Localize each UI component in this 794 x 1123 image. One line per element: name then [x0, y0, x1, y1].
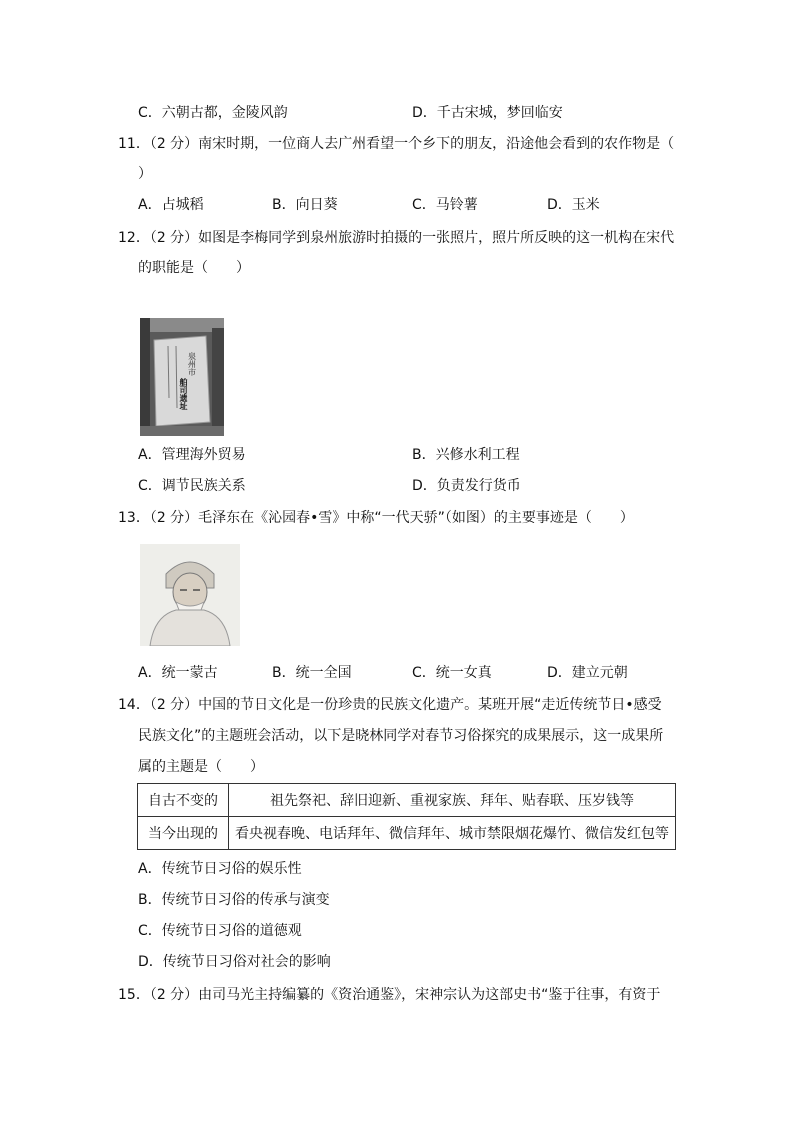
q14-option-c: C．传统节日习俗的道德观 — [138, 923, 302, 939]
q11-option-d: D．玉米 — [547, 197, 600, 213]
table-cell-content: 祖先祭祀、辞旧迎新、重视家族、拜年、贴春联、压岁钱等 — [229, 784, 676, 817]
q12-option-c: C．调节民族关系 — [138, 478, 246, 494]
stele-photo — [140, 318, 224, 436]
q13-option-c: C．统一女真 — [412, 665, 492, 681]
q11-option-c: C．马铃薯 — [412, 197, 478, 213]
q14-option-a: A．传统节日习俗的娱乐性 — [138, 861, 302, 877]
q14-stem-cont-2: 属的主题是（ ） — [138, 759, 264, 775]
table-cell-label: 当今出现的 — [138, 817, 229, 850]
q13-option-d: D．建立元朝 — [547, 665, 628, 681]
stele-text-2: 舶司遗址 — [179, 378, 189, 410]
q13-option-a: A．统一蒙古 — [138, 665, 218, 681]
q13-option-b: B．统一全国 — [272, 665, 352, 681]
q14-stem: 14．（2 分）中国的节日文化是一份珍贵的民族文化遗产。某班开展“走近传统节日•感受 — [118, 697, 662, 713]
customs-table — [137, 783, 676, 850]
q12-option-d: D．负责发行货币 — [412, 478, 521, 494]
q11-option-b: B．向日葵 — [272, 197, 338, 213]
q10-option-c: C．六朝古都，金陵风韵 — [138, 105, 288, 121]
q12-stem-cont: 的职能是（ ） — [138, 260, 250, 276]
q11-option-a: A．占城稻 — [138, 197, 204, 213]
table-row — [138, 817, 676, 850]
stele-text-1: 泉州市 — [187, 352, 197, 376]
q11-stem-cont: ） — [138, 166, 152, 182]
q13-stem: 13．（2 分）毛泽东在《沁园春•雪》中称“一代天骄”（如图）的主要事迹是（ ） — [118, 510, 634, 526]
q11-stem: 11．（2 分）南宋时期，一位商人去广州看望一个乡下的朋友，沿途他会看到的农作物是（ — [118, 136, 675, 152]
table-cell-label: 自古不变的 — [138, 784, 229, 817]
q14-stem-cont: 民族文化”的主题班会活动，以下是晓林同学对春节习俗探究的成果展示，这一成果所 — [138, 728, 664, 744]
q14-option-d: D．传统节日习俗对社会的影响 — [138, 954, 331, 970]
table-cell-content: 看央视春晚、电话拜年、微信拜年、城市禁限烟花爆竹、微信发红包等 — [229, 817, 676, 850]
table-row — [138, 784, 676, 817]
q12-option-a: A．管理海外贸易 — [138, 447, 246, 463]
q12-option-b: B．兴修水利工程 — [412, 447, 520, 463]
q10-option-d: D．千古宋城，梦回临安 — [412, 105, 563, 121]
q15-stem: 15．（2 分）由司马光主持编纂的《资治通鉴》，宋神宗认为这部史书“鉴于往事，有资于 — [118, 987, 661, 1003]
genghis-khan-portrait — [140, 544, 240, 646]
q12-stem: 12．（2 分）如图是李梅同学到泉州旅游时拍摄的一张照片，照片所反映的这一机构在宋代 — [118, 230, 675, 246]
q14-option-b: B．传统节日习俗的传承与演变 — [138, 892, 330, 908]
